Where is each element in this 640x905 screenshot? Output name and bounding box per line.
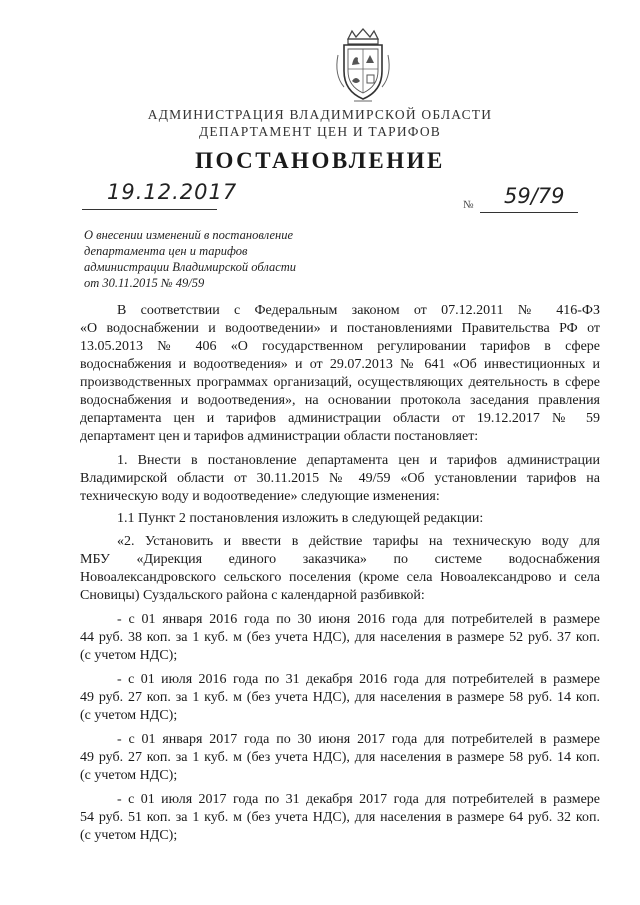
body-line: МБУ «Дирекция единого заказчика» по системе водоснабжения [80,552,600,567]
coat-of-arms-icon [330,25,396,105]
document-title: ПОСТАНОВЛЕНИЕ [195,148,445,173]
subject-line: департамента цен и тарифов [84,244,248,258]
tariff-line: - с 01 июля 2017 года по 31 декабря 2017 года для потребителей в размере [117,792,600,807]
body-line: департамент цен и тарифов администрации области постановляет: [80,429,479,444]
body-line: В соответствии с Федеральным законом от 07.12.2011 № 416-ФЗ [117,303,600,318]
org-name-line-2: ДЕПАРТАМЕНТ ЦЕН И ТАРИФОВ [199,124,441,139]
tariff-line: (с учетом НДС); [80,708,178,723]
body-line: водоснабжения и водоотведения» и от 29.07.2013 № 641 «Об инвестиционных и [80,357,600,372]
tariff-line: 44 руб. 38 коп. за 1 куб. м (без учета НДС), для населения в размере 52 руб. 37 коп. [80,630,600,645]
body-line: 1. Внести в постановление департамента цен и тарифов администрации [117,453,600,468]
document-subject [84,227,324,291]
body-line: 13.05.2013 № 406 «О государственном регулировании тарифов в сфере [80,339,600,354]
body-line: «О водоснабжении и водоотведении» и постановлениями Правительства РФ от [80,321,600,336]
subject-line: администрации Владимирской области [84,260,297,274]
tariff-line: - с 01 января 2016 года по 30 июня 2016 года для потребителей в размере [117,612,600,627]
tariff-line: (с учетом НДС); [80,768,178,783]
tariff-line: (с учетом НДС); [80,828,178,843]
number-prefix: № [463,199,474,211]
tariff-line: (с учетом НДС); [80,648,178,663]
tariff-line: 49 руб. 27 коп. за 1 куб. м (без учета НДС), для населения в размере 58 руб. 14 коп. [80,750,600,765]
tariff-line: - с 01 января 2017 года по 30 июня 2017 года для потребителей в размере [117,732,600,747]
document-date: 19.12.2017 [107,180,238,204]
number-underline [480,212,578,213]
date-underline [82,209,217,210]
tariff-line: 49 руб. 27 коп. за 1 куб. м (без учета НДС), для населения в размере 58 руб. 14 коп. [80,690,600,705]
body-line: «2. Установить и ввести в действие тарифы на техническую воду для [117,534,600,549]
document-number: 59/79 [504,184,565,208]
body-line: Сновицы) Суздальского района с календарной разбивкой: [80,588,425,603]
subject-line: О внесении изменений в постановление [84,228,294,242]
body-line: департамента цен и тарифов администрации области от 19.12.2017 № 59 [80,411,600,426]
body-line: Владимирской области от 30.11.2015 № 49/59 «Об установлении тарифов на [80,471,600,486]
org-name-line-1: АДМИНИСТРАЦИЯ ВЛАДИМИРСКОЙ ОБЛАСТИ [147,107,493,122]
body-line: Новоалександровского сельского поселения (кроме села Новоалександрово и села [80,570,600,585]
body-line: производственных программах организаций, осуществляющих деятельность в сфере [80,375,600,390]
body-line: техническую воду и водоотведение» следующие изменения: [80,489,440,504]
body-line: водоснабжения и водоотведения», на основании протокола заседания правления [80,393,600,408]
body-line: 1.1 Пункт 2 постановления изложить в следующей редакции: [117,511,484,526]
subject-line: от 30.11.2015 № 49/59 [84,276,205,290]
tariff-line: 54 руб. 51 коп. за 1 куб. м (без учета НДС), для населения в размере 64 руб. 32 коп. [80,810,600,825]
tariff-line: - с 01 июля 2016 года по 31 декабря 2016 года для потребителей в размере [117,672,600,687]
